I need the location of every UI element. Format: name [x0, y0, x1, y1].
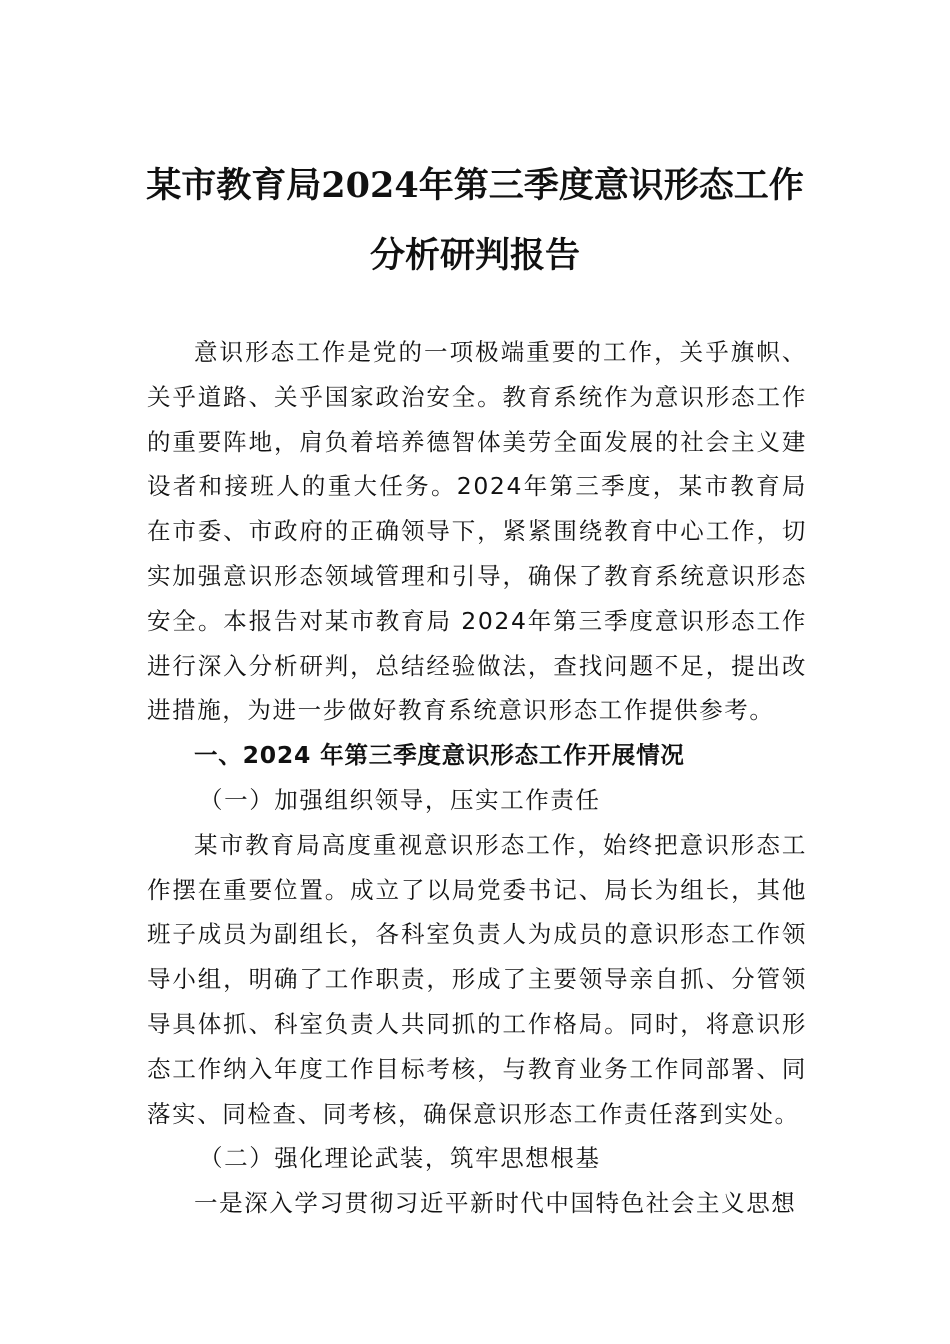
- subsection-2-paragraph: 一是深入学习贯彻习近平新时代中国特色社会主义思想: [194, 1189, 797, 1218]
- section-1-heading: 一、2024 年第三季度意识形态工作开展情况: [194, 741, 685, 770]
- subsection-1-heading: （一）加强组织领导，压实工作责任: [199, 785, 601, 814]
- intro-paragraph: 意识形态工作是党的一项极端重要的工作，关乎旗帜、关乎道路、关乎国家政治安全。教育系统作为意识形态工作的重要阵地，肩负着培养德智体美劳全面发展的社会主义建设者和接班人的重大任务。2024年第三季度，某市教育局在市委、市政府的正确领导下，紧紧围绕教育中心工作，切实加强意识形态领域管理和引导，确保了教育系统意识形态安全。本报告对某市教育局 2024年第三季度意识形态工作进行深入分析研判，总结经验做法，查找问题不足，提出改进措施，为进一步做好教育系统意识形态工作提供参考。: [147, 338, 807, 725]
- subsection-1-paragraph: 某市教育局高度重视意识形态工作，始终把意识形态工作摆在重要位置。成立了以局党委书记、局长为组长，其他班子成员为副组长，各科室负责人为成员的意识形态工作领导小组，明确了工作职责，形成了主要领导亲自抓、分管领导具体抓、科室负责人共同抓的工作格局。同时，将意识形态工作纳入年度工作目标考核，与教育业务工作同部署、同落实、同检查、同考核，确保意识形态工作责任落到实处。: [147, 830, 807, 1128]
- subsection-2-heading: （二）强化理论武装，筑牢思想根基: [199, 1144, 601, 1173]
- document-title-line-1: 某市教育局2024年第三季度意识形态工作: [146, 165, 804, 206]
- document-body: [147, 330, 807, 1226]
- document-title-line-2: 分析研判报告: [369, 235, 580, 276]
